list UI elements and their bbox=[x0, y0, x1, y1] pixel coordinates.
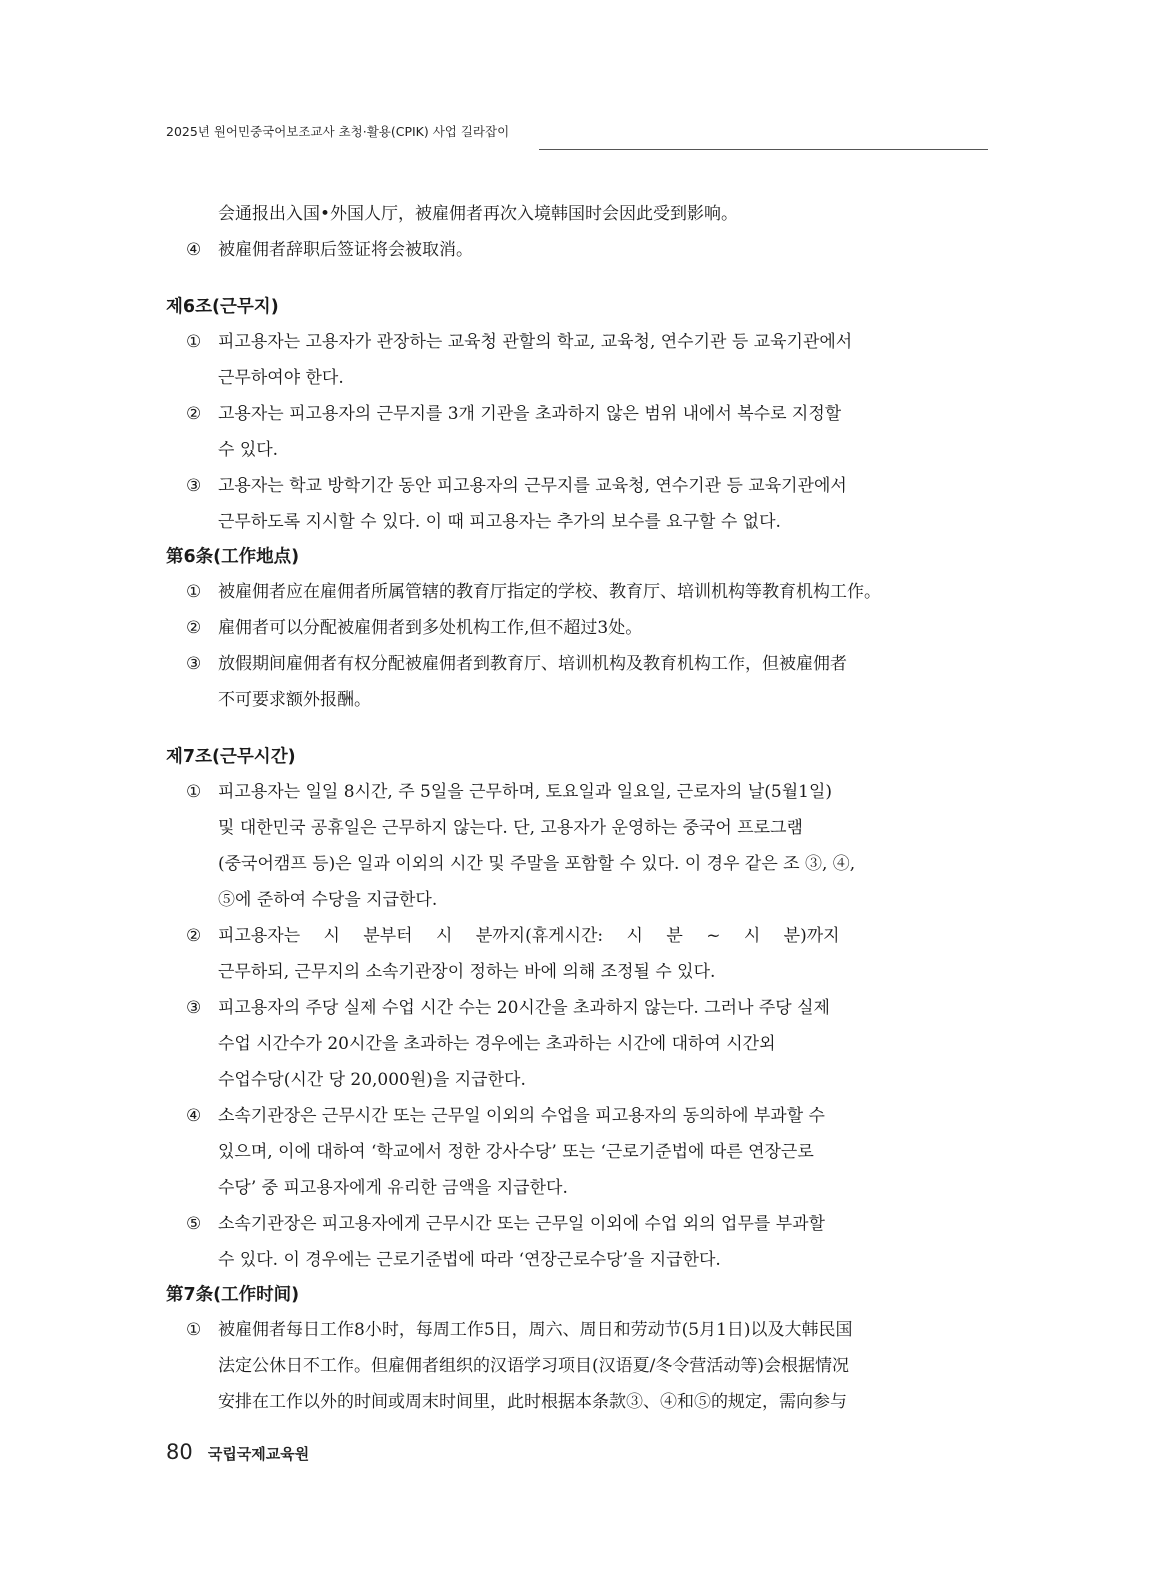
header-rule bbox=[539, 149, 988, 150]
item-marker: ② bbox=[186, 618, 202, 638]
article6-ko-item-1 bbox=[166, 324, 992, 396]
item-marker: ① bbox=[186, 332, 202, 352]
article7-zh-item-1 bbox=[166, 1312, 992, 1420]
item-text: 소속기관장은 근무시간 또는 근무일 이외의 수업을 피고용자의 동의하에 부과할 수 있으며, 이에 대하여 ‘학교에서 정한 강사수당’ 또는 ‘근로기준법에 따른 연장근로 수당’ 중 피고용자에게 유리한 금액을 지급한다. bbox=[218, 1106, 825, 1198]
header-title: 2025년 원어민중국어보조교사 초청·활용(CPIK) 사업 길라잡이 bbox=[166, 124, 510, 139]
article6-zh-item-3 bbox=[166, 646, 992, 718]
item-marker: ② bbox=[186, 926, 202, 946]
item-text: 고용자는 피고용자의 근무지를 3개 기관을 초과하지 않은 범위 내에서 복수로 지정할 수 있다. bbox=[218, 404, 842, 460]
item-marker: ③ bbox=[186, 476, 202, 496]
continuation-item-4 bbox=[166, 232, 992, 268]
item-text: 피고용자는 시 분부터 시 분까지(휴게시간: 시 분 ~ 시 분)까지 근무하되, 근무지의 소속기관장이 정하는 바에 의해 조정될 수 있다. bbox=[218, 926, 840, 982]
item-text: 被雇佣者应在雇佣者所属管辖的教育厅指定的学校、教育厅、培训机构等教育机构工作。 bbox=[218, 582, 881, 602]
article6-ko-item-3 bbox=[166, 468, 992, 540]
item-marker: ③ bbox=[186, 654, 202, 674]
item-marker: ④ bbox=[186, 240, 202, 260]
article7-zh-heading: 第7条(工作时间) bbox=[166, 1285, 300, 1305]
article7-ko-heading: 제7조(근무시간) bbox=[166, 747, 296, 767]
article6-ko-item-2 bbox=[166, 396, 992, 468]
item-marker: ① bbox=[186, 782, 202, 802]
article6-zh-heading: 第6条(工作地点) bbox=[166, 547, 300, 567]
article7-ko-item-1 bbox=[166, 774, 992, 918]
item-text: 被雇佣者每日工作8小时，每周工作5日，周六、周日和劳动节(5月1日)以及大韩民国 法定公休日不工作。但雇佣者组织的汉语学习项目(汉语夏/冬令营活动等)会根据情况 安排在工作以外的时间或周末时间里，此时根据本条款③、④和⑤的规定，需向参与 bbox=[218, 1320, 853, 1412]
item-text: 피고용자는 일일 8시간, 주 5일을 근무하며, 토요일과 일요일, 근로자의 날(5월1일) 및 대한민국 공휴일은 근무하지 않는다. 단, 고용자가 운영하는 중국어 프로그램 (중국어캠프 등)은 일과 이외의 시간 및 주말을 포함할 수 있다. 이 경우 같은 조 ③, ④, ⑤에 준하여 수당을 지급한다. bbox=[218, 782, 856, 910]
article6-ko-heading: 제6조(근무지) bbox=[166, 297, 279, 317]
article7-ko-item-4 bbox=[166, 1098, 992, 1206]
item-marker: ② bbox=[186, 404, 202, 424]
item-marker: ④ bbox=[186, 1106, 202, 1126]
page-body bbox=[166, 196, 992, 1420]
continuation-line: 会通报出入国•外国人厅，被雇佣者再次入境韩国时会因此受到影响。 bbox=[218, 204, 739, 224]
item-marker: ① bbox=[186, 582, 202, 602]
item-text: 피고용자의 주당 실제 수업 시간 수는 20시간을 초과하지 않는다. 그러나 주당 실제 수업 시간수가 20시간을 초과하는 경우에는 초과하는 시간에 대하여 시간외 수업수당(시간 당 20,000원)을 지급한다. bbox=[218, 998, 830, 1090]
page-number: 80 bbox=[166, 1440, 193, 1464]
item-text: 被雇佣者辞职后签证将会被取消。 bbox=[218, 240, 473, 260]
publisher-name: 국립국제교육원 bbox=[207, 1445, 310, 1463]
item-text: 피고용자는 고용자가 관장하는 교육청 관할의 학교, 교육청, 연수기관 등 교육기관에서 근무하여야 한다. bbox=[218, 332, 853, 388]
item-marker: ① bbox=[186, 1320, 202, 1340]
page-footer bbox=[166, 1440, 309, 1464]
item-marker: ⑤ bbox=[186, 1214, 202, 1234]
article7-ko-item-3 bbox=[166, 990, 992, 1098]
item-text: 放假期间雇佣者有权分配被雇佣者到教育厅、培训机构及教育机构工作，但被雇佣者 不可要求额外报酬。 bbox=[218, 654, 847, 710]
article6-zh-item-2 bbox=[166, 610, 992, 646]
running-header bbox=[166, 118, 988, 152]
item-text: 雇佣者可以分配被雇佣者到多处机构工作,但不超过3处。 bbox=[218, 618, 643, 638]
item-text: 소속기관장은 피고용자에게 근무시간 또는 근무일 이외에 수업 외의 업무를 부과할 수 있다. 이 경우에는 근로기준법에 따라 ‘연장근로수당’을 지급한다. bbox=[218, 1214, 825, 1270]
item-marker: ③ bbox=[186, 998, 202, 1018]
article7-ko-item-5 bbox=[166, 1206, 992, 1278]
item-text: 고용자는 학교 방학기간 동안 피고용자의 근무지를 교육청, 연수기관 등 교육기관에서 근무하도록 지시할 수 있다. 이 때 피고용자는 추가의 보수를 요구할 수 없다. bbox=[218, 476, 847, 532]
article7-ko-item-2 bbox=[166, 918, 992, 990]
article6-zh-item-1 bbox=[166, 574, 992, 610]
